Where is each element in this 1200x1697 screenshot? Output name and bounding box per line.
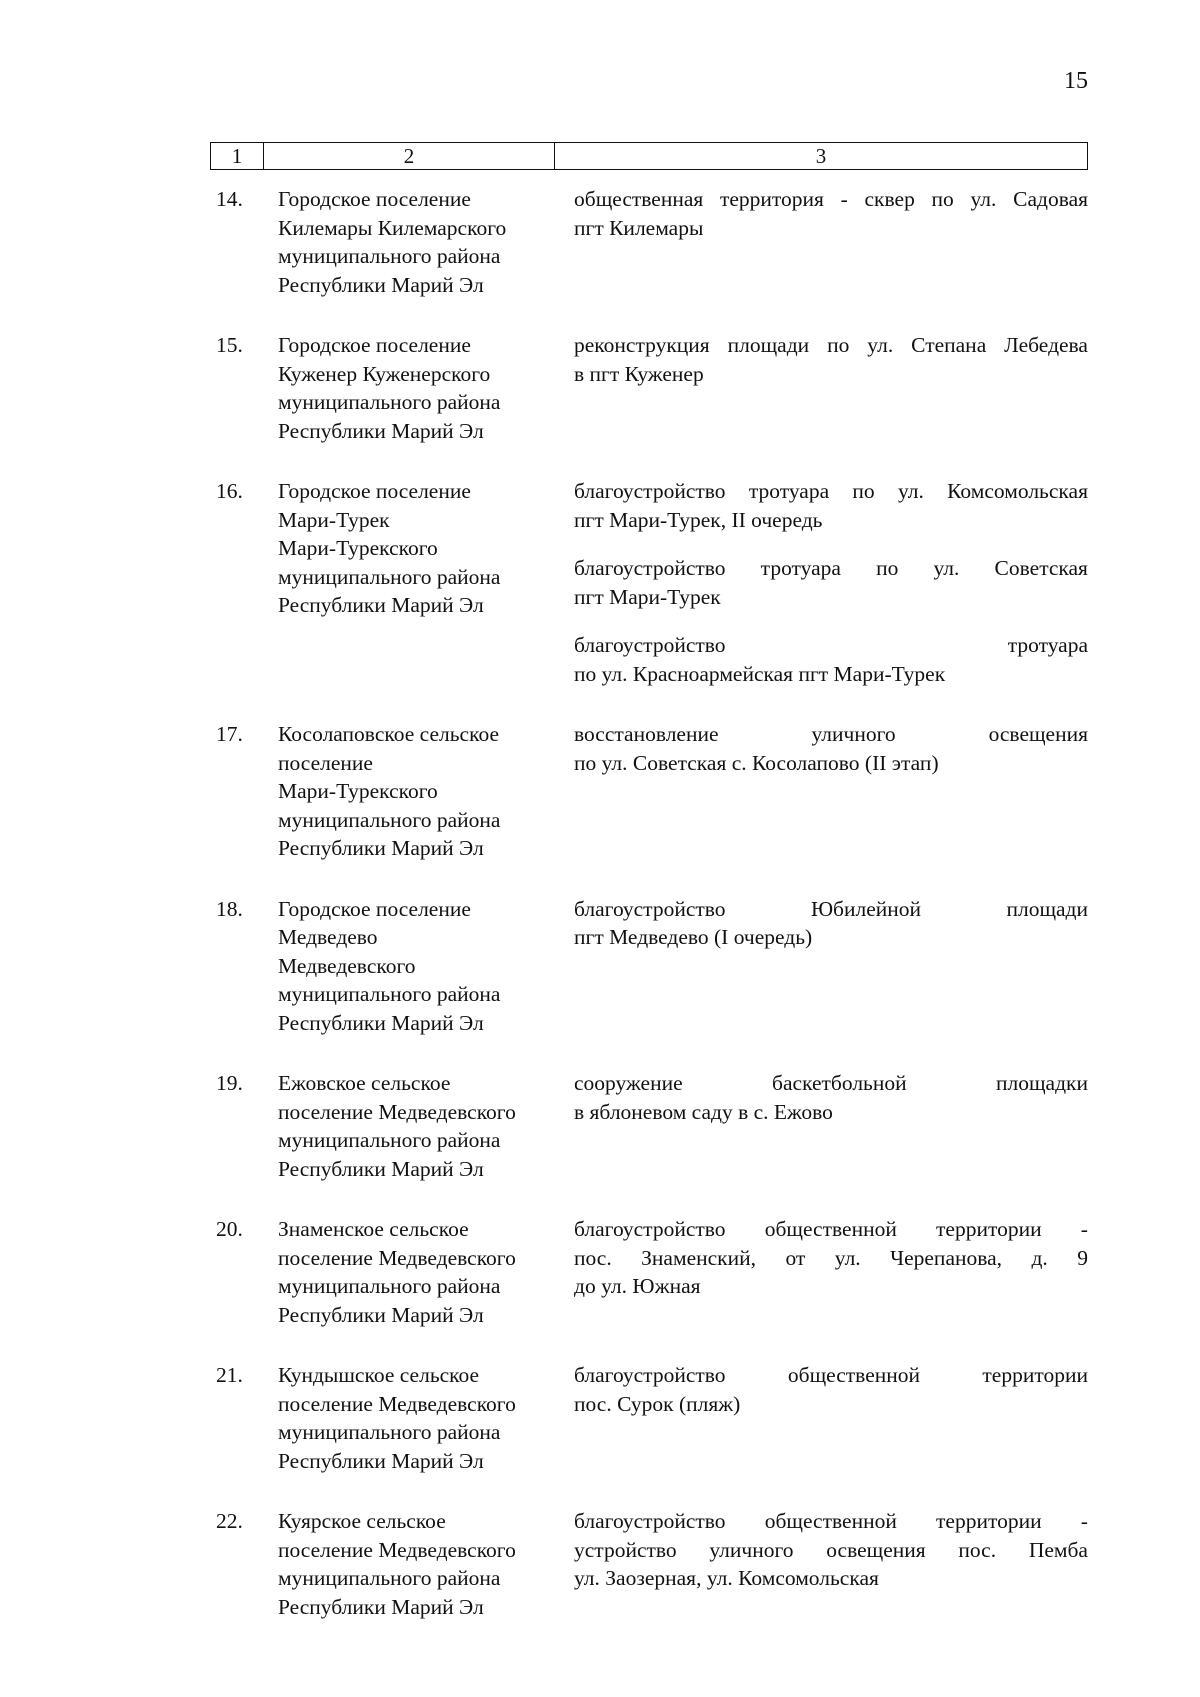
row-number: 21. [216,1363,243,1387]
settlement-name-line: муниципального района [278,244,501,268]
settlement-name-line: Республики Марий Эл [278,1448,484,1473]
table-row [210,895,1088,1038]
project-line: общественная территория - сквер по ул. Садовая [574,187,1088,211]
project-item [574,185,1088,242]
project-item [574,554,1088,611]
project-list [562,1069,1088,1183]
project-list [562,1361,1088,1475]
project-line: пгт Мари-Турек, II очередь [574,507,823,532]
settlement-name-line: Республики Марий Эл [278,1156,484,1181]
settlement-name-line: Республики Марий Эл [278,1594,484,1619]
settlement-name-line: Куярское сельское [278,1509,446,1533]
project-line: до ул. Южная [574,1274,701,1298]
table-body [210,185,1088,1653]
project-item [574,1507,1088,1593]
project-list [562,185,1088,299]
settlement-name-line: поселение [278,750,373,775]
settlement-name [272,720,562,863]
table-row [210,1361,1088,1475]
settlement-name-line: Мари-Турекского [278,536,438,560]
settlement-name-line: Мари-Турекского [278,779,438,803]
table-row [210,720,1088,863]
settlement-name-line: Медведево [278,925,378,949]
project-line: благоустройство общественной территории - [574,1217,1088,1241]
settlement-name-line: Городское поселение [278,479,471,503]
settlement-name [272,1215,562,1329]
project-line: ул. Заозерная, ул. Комсомольская [574,1566,879,1590]
project-item [574,631,1088,688]
project-list [562,477,1088,688]
table-row [210,1507,1088,1621]
settlement-name [272,1507,562,1621]
settlement-name-line: поселение Медведевского [278,1537,516,1562]
project-line: благоустройство общественной территории [574,1363,1088,1387]
settlement-name-line: Косолаповское сельское [278,722,499,746]
settlement-name [272,1361,562,1475]
project-line: пос. Знаменский, от ул. Черепанова, д. 9 [574,1245,1088,1270]
row-number: 16. [216,479,243,503]
settlement-name-line: Республики Марий Эл [278,836,484,860]
page-number: 15 [1064,68,1088,94]
project-item [574,1215,1088,1301]
column-header-2: 2 [264,143,555,170]
project-line: устройство уличного освещения пос. Пемба [574,1537,1088,1562]
project-item [574,1361,1088,1418]
project-line: пгт Мари-Турек [574,584,721,609]
settlement-name [272,895,562,1038]
settlement-name-line: муниципального района [278,1420,501,1444]
settlement-name-line: Республики Марий Эл [278,1302,484,1327]
settlement-name-line: муниципального района [278,982,501,1006]
settlement-name-line: Республики Марий Эл [278,1010,484,1035]
project-line: благоустройство Юбилейной площади [574,896,1088,921]
settlement-name-line: Республики Марий Эл [278,272,484,297]
settlement-name-line: муниципального района [278,1128,501,1152]
project-line: по ул. Советская с. Косолапово (II этап) [574,750,939,775]
settlement-name-line: Ежовское сельское [278,1071,451,1095]
project-item [574,331,1088,388]
settlement-name-line: муниципального района [278,564,501,589]
settlement-name-line: Медведевского [278,953,416,978]
table-row [210,1069,1088,1183]
project-list [562,895,1088,1038]
row-number: 18. [216,896,243,921]
settlement-name-line: Городское поселение [278,896,471,921]
project-item [574,895,1088,952]
project-item [574,1069,1088,1126]
project-line: реконструкция площади по ул. Степана Лебедева [574,333,1088,357]
settlement-name-line: муниципального района [278,1566,501,1590]
settlement-name-line: Городское поселение [278,187,471,211]
table-row [210,1215,1088,1329]
project-line: в яблоневом саду в с. Ежово [574,1099,833,1124]
settlement-name [272,1069,562,1183]
settlement-name [272,331,562,445]
settlement-name-line: поселение Медведевского [278,1099,516,1124]
settlement-name-line: Килемары Килемарского [278,215,507,240]
project-line: пгт Килемары [574,215,704,240]
settlement-name-line: Мари-Турек [278,507,390,532]
row-number: 20. [216,1217,243,1241]
settlement-name-line: Знаменское сельское [278,1217,469,1241]
table-row [210,477,1088,688]
project-list [562,331,1088,445]
row-number: 19. [216,1071,243,1095]
settlement-name-line: Кундышское сельское [278,1363,480,1387]
project-line: пос. Сурок (пляж) [574,1391,741,1416]
settlement-name-line: поселение Медведевского [278,1245,516,1270]
row-number: 17. [216,722,243,746]
project-line: благоустройство тротуара по ул. Советская [574,556,1088,580]
settlement-name-line: Городское поселение [278,333,471,357]
project-item [574,720,1088,777]
project-list [562,1215,1088,1329]
project-line: благоустройство тротуара по ул. Комсомольская [574,479,1088,503]
settlement-name-line: муниципального района [278,1274,501,1298]
table-row [210,331,1088,445]
settlement-name [272,477,562,688]
settlement-name-line: Республики Марий Эл [278,418,484,443]
settlement-name-line: муниципального района [278,807,501,832]
project-line: сооружение баскетбольной площадки [574,1071,1088,1095]
settlement-name-line: Куженер Куженерского [278,361,491,386]
column-header-1: 1 [211,143,264,170]
project-line: восстановление уличного освещения [574,722,1088,746]
project-list [562,720,1088,863]
row-number: 14. [216,187,243,211]
table-header [210,142,1088,170]
project-line: по ул. Красноармейская пгт Мари-Турек [574,661,946,686]
project-line: в пгт Куженер [574,361,704,386]
project-line: благоустройство общественной территории - [574,1509,1088,1533]
project-item [574,477,1088,534]
column-header-3: 3 [555,143,1088,170]
settlement-name-line: поселение Медведевского [278,1391,516,1416]
settlement-name [272,185,562,299]
project-list [562,1507,1088,1621]
row-number: 22. [216,1509,243,1533]
row-number: 15. [216,333,243,357]
settlement-name-line: муниципального района [278,390,501,414]
table-row [210,185,1088,299]
project-line: благоустройство тротуара [574,633,1088,657]
settlement-name-line: Республики Марий Эл [278,593,484,617]
project-line: пгт Медведево (I очередь) [574,925,813,949]
